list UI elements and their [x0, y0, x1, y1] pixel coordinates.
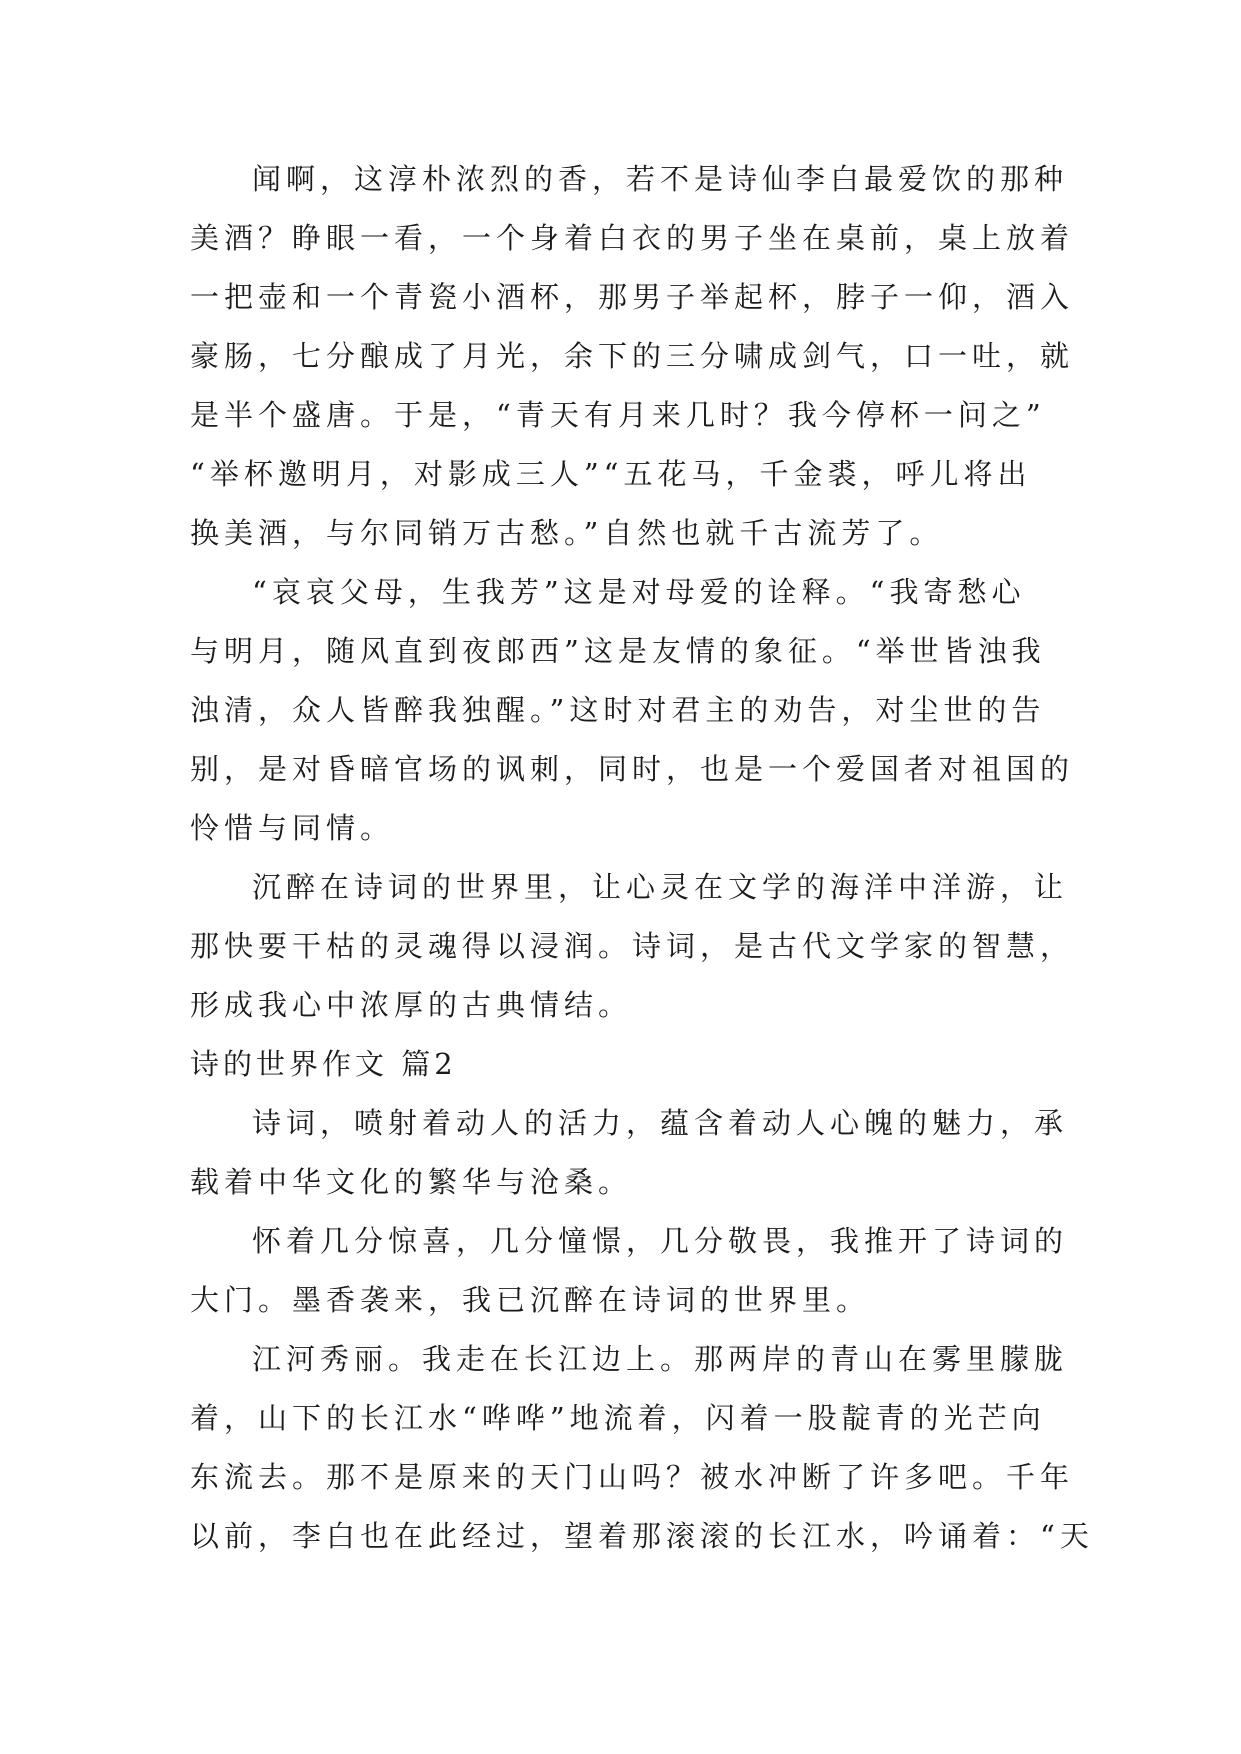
- paragraph-line: 东流去。那不是原来的天门山吗？被水冲断了许多吧。千年: [190, 1460, 1075, 1494]
- paragraph-line: 浊清，众人皆醉我独醒。”这时对君主的劝告，对尘世的告: [190, 693, 1046, 727]
- paragraph-line: 以前，李白也在此经过，望着那滚滚的长江水，吟诵着：“天: [190, 1519, 1094, 1553]
- document-body: [190, 150, 1094, 1566]
- paragraph-line: 载着中华文化的繁华与沧桑。: [190, 1165, 633, 1199]
- paragraph-line: 美酒？睁眼一看，一个身着白衣的男子坐在桌前，桌上放着: [190, 221, 1075, 255]
- paragraph-line: 怜惜与同情。: [190, 811, 395, 845]
- paragraph-line: 是半个盛唐。于是，“青天有月来几时？我今停杯一问之”: [190, 398, 1046, 432]
- paragraph-line: 沉醉在诗词的世界里，让心灵在文学的海洋中洋游，让: [252, 870, 1069, 904]
- paragraph-line: 大门。墨香袭来，我已沉醉在诗词的世界里。: [190, 1283, 871, 1317]
- paragraph-line: 着，山下的长江水“哗哗”地流着，闪着一股靛青的光芒向: [190, 1401, 1046, 1435]
- paragraph-line: 形成我心中浓厚的古典情结。: [190, 988, 633, 1022]
- paragraph-line: 换美酒，与尔同销万古愁。”自然也就千古流芳了。: [190, 516, 944, 550]
- paragraph-line: 与明月，随风直到夜郎西”这是友情的象征。“举世皆浊我: [190, 634, 1046, 668]
- paragraph-line: 怀着几分惊喜，几分憧憬，几分敬畏，我推开了诗词的: [252, 1224, 1069, 1258]
- paragraph-line: “哀哀父母，生我芳”这是对母爱的诠释。“我寄愁心: [252, 575, 1026, 609]
- paragraph-line: 那快要干枯的灵魂得以浸润。诗词，是古代文学家的智慧，: [190, 929, 1075, 963]
- paragraph-line: 江河秀丽。我走在长江边上。那两岸的青山在雾里朦胧: [252, 1342, 1069, 1376]
- section-heading: 诗的世界作文 篇2: [190, 1047, 457, 1081]
- paragraph-line: 豪肠，七分酿成了月光，余下的三分啸成剑气，口一吐，就: [190, 339, 1075, 373]
- paragraph-line: “举杯邀明月，对影成三人”“五花马，千金裘，呼儿将出: [190, 457, 1032, 491]
- paragraph-line: 别，是对昏暗官场的讽刺，同时，也是一个爱国者对祖国的: [190, 752, 1075, 786]
- paragraph-line: 闻啊，这淳朴浓烈的香，若不是诗仙李白最爱饮的那种: [252, 162, 1069, 196]
- paragraph-line: 一把壶和一个青瓷小酒杯，那男子举起杯，脖子一仰，酒入: [190, 280, 1075, 314]
- paragraph-line: 诗词，喷射着动人的活力，蕴含着动人心魄的魅力，承: [252, 1106, 1069, 1140]
